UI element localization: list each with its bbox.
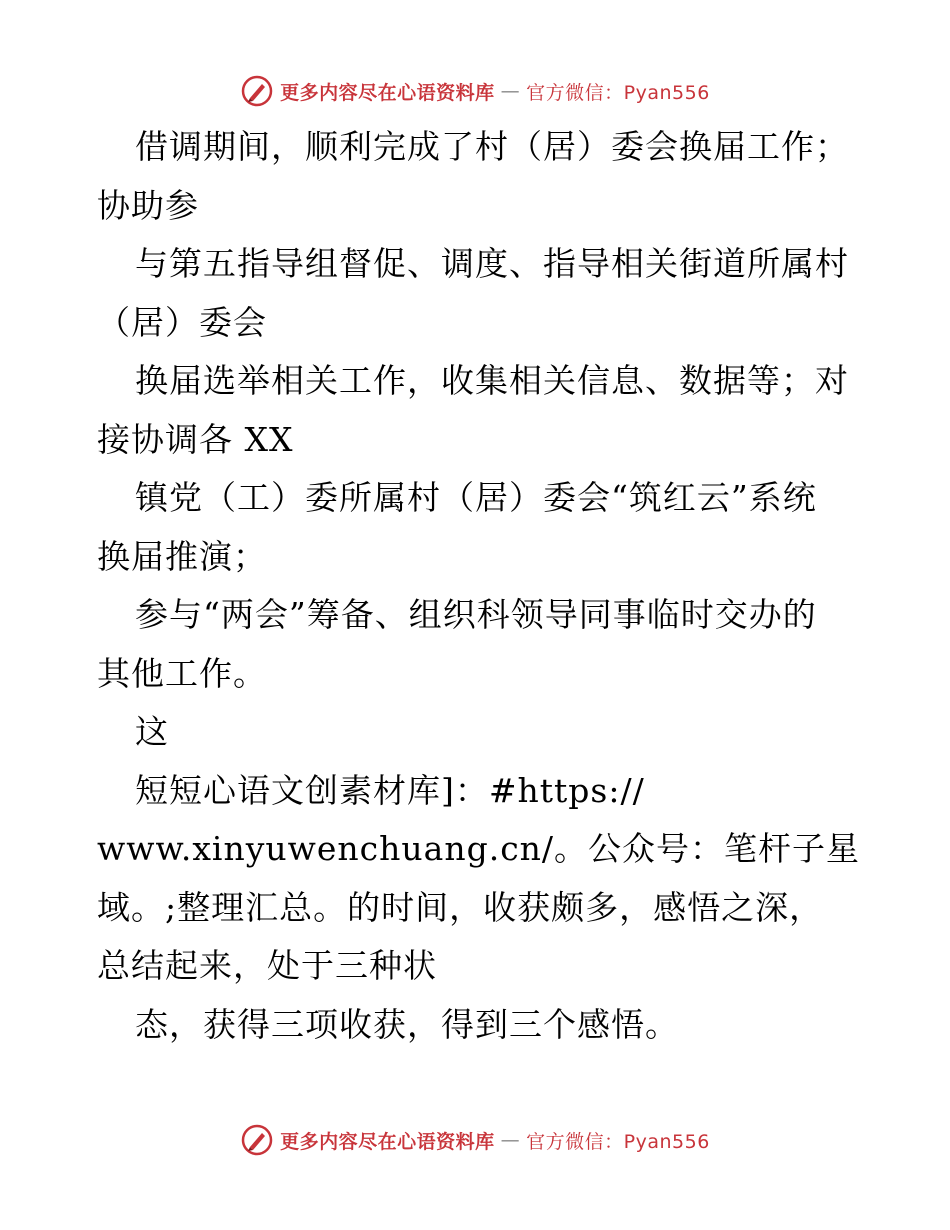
header-separator: — [500, 80, 521, 102]
header-contact-text: 官方微信：Pyan556 [526, 81, 710, 104]
footer-banner-inner [240, 1123, 710, 1157]
header-banner-inner [240, 74, 710, 108]
body-text-line: www.xinyuwenchuang.cn/。公众号：笔杆子星 [97, 829, 861, 868]
footer-contact-text: 官方微信：Pyan556 [526, 1130, 710, 1153]
body-text-line: 短短心语文创素材库]：#https:// [135, 770, 645, 810]
footer-brand-text: 更多内容尽在心语资料库 [280, 1130, 495, 1153]
pen-logo-icon [240, 74, 274, 108]
pen-logo-icon [240, 1123, 274, 1157]
header-banner [0, 71, 950, 111]
footer-separator: — [500, 1129, 521, 1151]
body-text-line: 镇党（工）委所属村（居）委会“筑红云”系统 [135, 478, 817, 517]
body-text-line: 态，获得三项收获，得到三个感悟。 [135, 1004, 679, 1044]
body-text-line: 参与“两会”筹备、组织科领导同事临时交办的 [135, 595, 817, 634]
body-text-line: 借调期间，顺利完成了村（居）委会换届工作； [135, 127, 849, 166]
body-text-line: 换届推演； [97, 536, 267, 576]
footer-banner [0, 1120, 950, 1160]
body-text-line: 与第五指导组督促、调度、指导相关街道所属村 [135, 244, 849, 283]
body-text-line: 协助参 [97, 185, 199, 225]
document-body [97, 118, 861, 1054]
header-brand-text: 更多内容尽在心语资料库 [280, 81, 495, 104]
body-text-line: 这 [135, 712, 169, 751]
body-text-line: 换届选举相关工作，收集相关信息、数据等；对 [135, 361, 849, 400]
body-text-line: 其他工作。 [97, 653, 267, 693]
body-text-line: 域。;整理汇总。的时间，收获颇多，感悟之深， [97, 887, 824, 927]
body-text-line: 总结起来，处于三种状 [97, 946, 437, 985]
body-text-line: （居）委会 [97, 302, 267, 342]
body-text-line: 接协调各 XX [97, 419, 294, 459]
